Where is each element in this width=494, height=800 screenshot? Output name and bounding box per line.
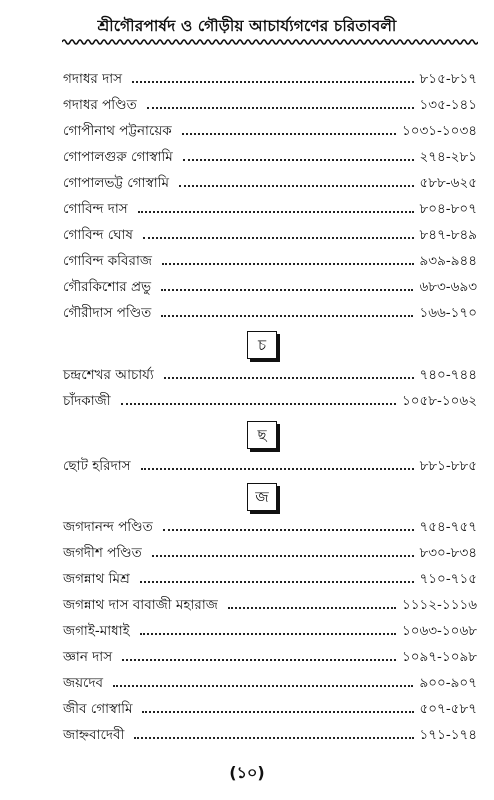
dot-leader xyxy=(228,607,396,609)
dot-leader xyxy=(134,737,413,739)
entry-name: জগদানন্দ পণ্ডিত xyxy=(63,519,153,535)
index-entry xyxy=(63,388,477,410)
entry-pages: ১৭১-১৭৪ xyxy=(419,727,477,743)
entry-pages: ৮৮১-৮৮৫ xyxy=(419,458,477,474)
entry-pages: ৮০৪-৮০৭ xyxy=(419,201,477,217)
dot-leader xyxy=(152,555,414,557)
index-entry xyxy=(63,170,477,192)
page-header-title: শ্রীগৌরপার্ষদ ও গৌড়ীয় আচার্য্যগণের চরিতাবলী xyxy=(97,17,397,35)
dot-leader xyxy=(161,315,413,317)
entry-pages: ১০৬৩-১০৬৮ xyxy=(401,623,477,639)
index-entry xyxy=(63,66,477,88)
dot-leader xyxy=(141,468,414,470)
section-letter-box: চ xyxy=(247,331,277,359)
index-entry xyxy=(63,722,477,744)
entry-pages: ১০৫৮-১০৬২ xyxy=(401,393,477,409)
index-entry xyxy=(63,592,477,614)
dot-leader xyxy=(138,211,414,213)
dot-leader xyxy=(132,81,413,83)
dot-leader xyxy=(182,133,396,135)
dot-leader xyxy=(121,403,396,405)
entry-name: চন্দ্রশেখর আচার্য্য xyxy=(63,367,154,383)
entry-name: জাহ্নবাদেবী xyxy=(63,727,125,743)
entry-name: গোবিন্দ ঘোষ xyxy=(63,227,133,243)
entry-pages: ৬৮৩-৬৯৩ xyxy=(419,279,477,295)
index-entry xyxy=(63,618,477,640)
dot-leader xyxy=(140,581,414,583)
entry-name: চাঁদকাজী xyxy=(63,393,111,409)
entry-name: জগন্নাথ মিশ্র xyxy=(63,571,130,587)
entry-name: গোপালভট্ট গোস্বামি xyxy=(63,175,169,191)
entry-pages: ১০৩১-১০৩৪ xyxy=(401,123,477,139)
header-wavy-divider xyxy=(62,38,478,46)
entry-pages: ১০৯৭-১০৯৮ xyxy=(401,649,477,665)
entry-name: জগন্নাথ দাস বাবাজী মহারাজ xyxy=(63,597,218,613)
index-entry xyxy=(63,118,477,140)
entry-pages: ৯০০-৯০৭ xyxy=(419,675,477,691)
entry-name: গদাধর দাস xyxy=(63,71,123,87)
index-entry xyxy=(63,644,477,666)
entry-pages: ১৬৬-১৭০ xyxy=(419,305,477,321)
entry-name: জগদীশ পণ্ডিত xyxy=(63,545,142,561)
dot-leader xyxy=(183,159,414,161)
entry-name: গৌরকিশোর প্রভু xyxy=(63,279,152,295)
entry-name: ছোট হরিদাস xyxy=(63,458,131,474)
entry-name: জ্ঞান দাস xyxy=(63,649,113,665)
section-letter-box: ছ xyxy=(247,421,277,449)
entry-pages: ৭১০-৭১৫ xyxy=(419,571,477,587)
section-letter-box: জ xyxy=(247,483,277,511)
dot-leader xyxy=(147,107,414,109)
dot-leader xyxy=(140,633,396,635)
index-entry xyxy=(63,540,477,562)
index-entry xyxy=(63,453,477,475)
dot-leader xyxy=(161,289,413,291)
entry-name: গোবিন্দ কবিরাজ xyxy=(63,253,152,269)
dot-leader xyxy=(179,185,414,187)
index-entry xyxy=(63,222,477,244)
index-entry xyxy=(63,670,477,692)
entry-pages: ৮৩০-৮৩৪ xyxy=(419,545,477,561)
entry-pages: ৯৩৯-৯৪৪ xyxy=(419,253,477,269)
index-entry xyxy=(63,92,477,114)
dot-leader xyxy=(143,237,414,239)
entry-pages: ২৭৪-২৮১ xyxy=(419,149,477,165)
dot-leader xyxy=(163,529,414,531)
index-entry xyxy=(63,248,477,270)
entry-pages: ৫০৭-৫৮৭ xyxy=(419,701,477,717)
index-entry xyxy=(63,566,477,588)
dot-leader xyxy=(164,377,414,379)
entry-pages: ৮১৫-৮১৭ xyxy=(419,71,477,87)
index-entry xyxy=(63,196,477,218)
index-entry xyxy=(63,274,477,296)
entry-pages: ৮৪৭-৮৪৯ xyxy=(419,227,477,243)
entry-pages: ৫৮৮-৬২৫ xyxy=(419,175,477,191)
page-number: (১০) xyxy=(229,763,265,782)
entry-name: গদাধর পণ্ডিত xyxy=(63,97,137,113)
dot-leader xyxy=(142,711,413,713)
index-entry xyxy=(63,514,477,536)
entry-name: জগাই-মাধাই xyxy=(63,623,130,639)
entry-name: গোবিন্দ দাস xyxy=(63,201,128,217)
dot-leader xyxy=(122,659,396,661)
entry-name: জীব গোস্বামি xyxy=(63,701,133,717)
index-entry xyxy=(63,696,477,718)
dot-leader xyxy=(162,263,414,265)
entry-name: গোপালগুরু গোস্বামি xyxy=(63,149,173,165)
dot-leader xyxy=(113,685,413,687)
entry-name: জয়দেব xyxy=(63,675,104,691)
index-entry xyxy=(63,144,477,166)
entry-pages: ১৩৫-১৪১ xyxy=(419,97,477,113)
entry-pages: ১১১২-১১১৬ xyxy=(402,597,477,613)
index-entry xyxy=(63,362,477,384)
index-entry xyxy=(63,300,477,322)
entry-name: গৌরীদাস পণ্ডিত xyxy=(63,305,152,321)
entry-pages: ৭৪০-৭৪৪ xyxy=(419,367,477,383)
entry-name: গোপীনাথ পট্টনায়েক xyxy=(63,123,172,139)
entry-pages: ৭৫৪-৭৫৭ xyxy=(419,519,477,535)
